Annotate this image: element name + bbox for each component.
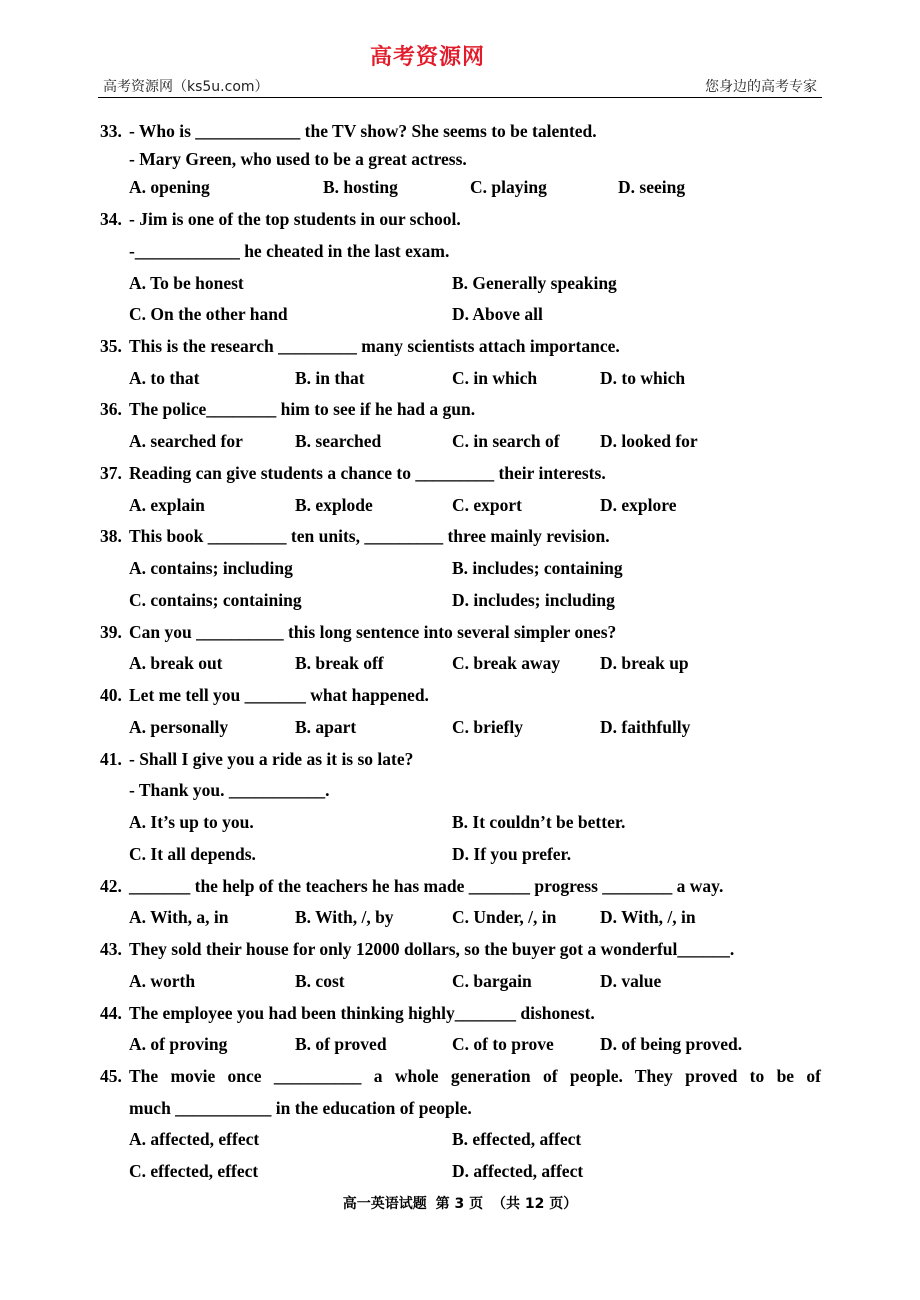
question-stem: The police________ him to see if he had a gun.: [129, 399, 476, 419]
option-c: C. On the other hand: [129, 304, 288, 324]
option-a: A. worth: [129, 971, 196, 991]
site-logo: 高考资源网: [370, 44, 486, 70]
option-a: A. It’s up to you.: [129, 812, 254, 832]
option-c: C. break away: [452, 653, 561, 673]
option-d: D. to which: [600, 368, 686, 388]
option-d: D. break up: [600, 653, 689, 673]
question-number: 45.: [100, 1066, 122, 1086]
question-stem-line2: - Mary Green, who used to be a great actress.: [129, 149, 467, 169]
footer-page-total: （共 12 页）: [492, 1196, 578, 1212]
page-footer: [0, 1193, 920, 1213]
option-d: D. looked for: [600, 431, 698, 451]
option-b: B. It couldn’t be better.: [452, 812, 626, 832]
option-c: C. It all depends.: [129, 844, 256, 864]
question-number: 41.: [100, 749, 122, 769]
question-number: 37.: [100, 463, 122, 483]
option-c: C. briefly: [452, 717, 523, 737]
option-b: B. hosting: [323, 177, 398, 197]
option-a: A. personally: [129, 717, 229, 737]
question-number: 44.: [100, 1003, 122, 1023]
option-a: A. contains; including: [129, 558, 293, 578]
footer-page-number: 第 3 页: [435, 1196, 484, 1212]
option-c: C. contains; containing: [129, 590, 302, 610]
option-d: D. seeing: [618, 177, 686, 197]
option-a: A. To be honest: [129, 273, 244, 293]
question-number: 39.: [100, 622, 122, 642]
question-stem: - Jim is one of the top students in our school.: [129, 209, 461, 229]
option-d: D. Above all: [452, 304, 543, 324]
question-stem: - Shall I give you a ride as it is so late?: [129, 749, 414, 769]
question-stem: Reading can give students a chance to _________ their interests.: [129, 463, 606, 483]
question-stem: They sold their house for only 12000 dollars, so the buyer got a wonderful______.: [129, 939, 735, 959]
option-d: D. value: [600, 971, 662, 991]
option-a: A. affected, effect: [129, 1129, 260, 1149]
option-d: D. includes; including: [452, 590, 615, 610]
option-b: B. in that: [295, 368, 365, 388]
option-a: A. With, a, in: [129, 907, 229, 927]
header-right-text: 您身边的高考专家: [705, 79, 817, 95]
option-d: D. If you prefer.: [452, 844, 572, 864]
question-stem: Let me tell you _______ what happened.: [129, 685, 429, 705]
option-c: C. in search of: [452, 431, 560, 451]
option-d: D. of being proved.: [600, 1034, 743, 1054]
option-d: D. With, /, in: [600, 907, 696, 927]
question-stem-line2: - Thank you. ___________.: [129, 780, 330, 800]
question-number: 42.: [100, 876, 122, 896]
question-stem: The employee you had been thinking highly_______ dishonest.: [129, 1003, 595, 1023]
option-c: C. playing: [470, 177, 547, 197]
option-a: A. to that: [129, 368, 200, 388]
option-c: C. of to prove: [452, 1034, 554, 1054]
option-b: B. cost: [295, 971, 345, 991]
option-d: D. affected, affect: [452, 1161, 584, 1181]
option-d: D. faithfully: [600, 717, 691, 737]
question-stem: _______ the help of the teachers he has made _______ progress ________ a way.: [129, 876, 724, 896]
option-b: B. of proved: [295, 1034, 387, 1054]
option-b: B. searched: [295, 431, 382, 451]
option-a: A. explain: [129, 495, 205, 515]
option-b: B. With, /, by: [295, 907, 394, 927]
option-a: A. break out: [129, 653, 223, 673]
question-number: 43.: [100, 939, 122, 959]
option-a: A. of proving: [129, 1034, 228, 1054]
footer-title: 高一英语试题: [342, 1196, 427, 1212]
question-number: 35.: [100, 336, 122, 356]
question-stem: This book _________ ten units, _________ three mainly revision.: [129, 526, 610, 546]
option-c: C. in which: [452, 368, 538, 388]
question-stem: Can you __________ this long sentence into several simpler ones?: [129, 622, 617, 642]
question-stem: The movie once __________ a whole generation of people. They proved to be of: [129, 1066, 821, 1086]
option-c: C. Under, /, in: [452, 907, 557, 927]
question-number: 40.: [100, 685, 122, 705]
option-b: B. includes; containing: [452, 558, 623, 578]
option-b: B. apart: [295, 717, 357, 737]
question-number: 36.: [100, 399, 122, 419]
question-stem-line2: -____________ he cheated in the last exam.: [129, 241, 450, 261]
option-a: A. opening: [129, 177, 210, 197]
option-b: B. Generally speaking: [452, 273, 617, 293]
option-d: D. explore: [600, 495, 677, 515]
question-stem: - Who is ____________ the TV show? She seems to be talented.: [129, 121, 597, 141]
option-b: B. effected, affect: [452, 1129, 582, 1149]
option-a: A. searched for: [129, 431, 243, 451]
option-c: C. export: [452, 495, 522, 515]
header-left-text: 高考资源网（ks5u.com）: [103, 79, 269, 95]
question-number: 38.: [100, 526, 122, 546]
option-b: B. break off: [295, 653, 384, 673]
question-number: 33.: [100, 121, 122, 141]
question-number: 34.: [100, 209, 122, 229]
option-c: C. effected, effect: [129, 1161, 259, 1181]
option-b: B. explode: [295, 495, 373, 515]
option-c: C. bargain: [452, 971, 532, 991]
question-stem: This is the research _________ many scientists attach importance.: [129, 336, 620, 356]
question-stem-line2: much ___________ in the education of people.: [129, 1098, 472, 1118]
